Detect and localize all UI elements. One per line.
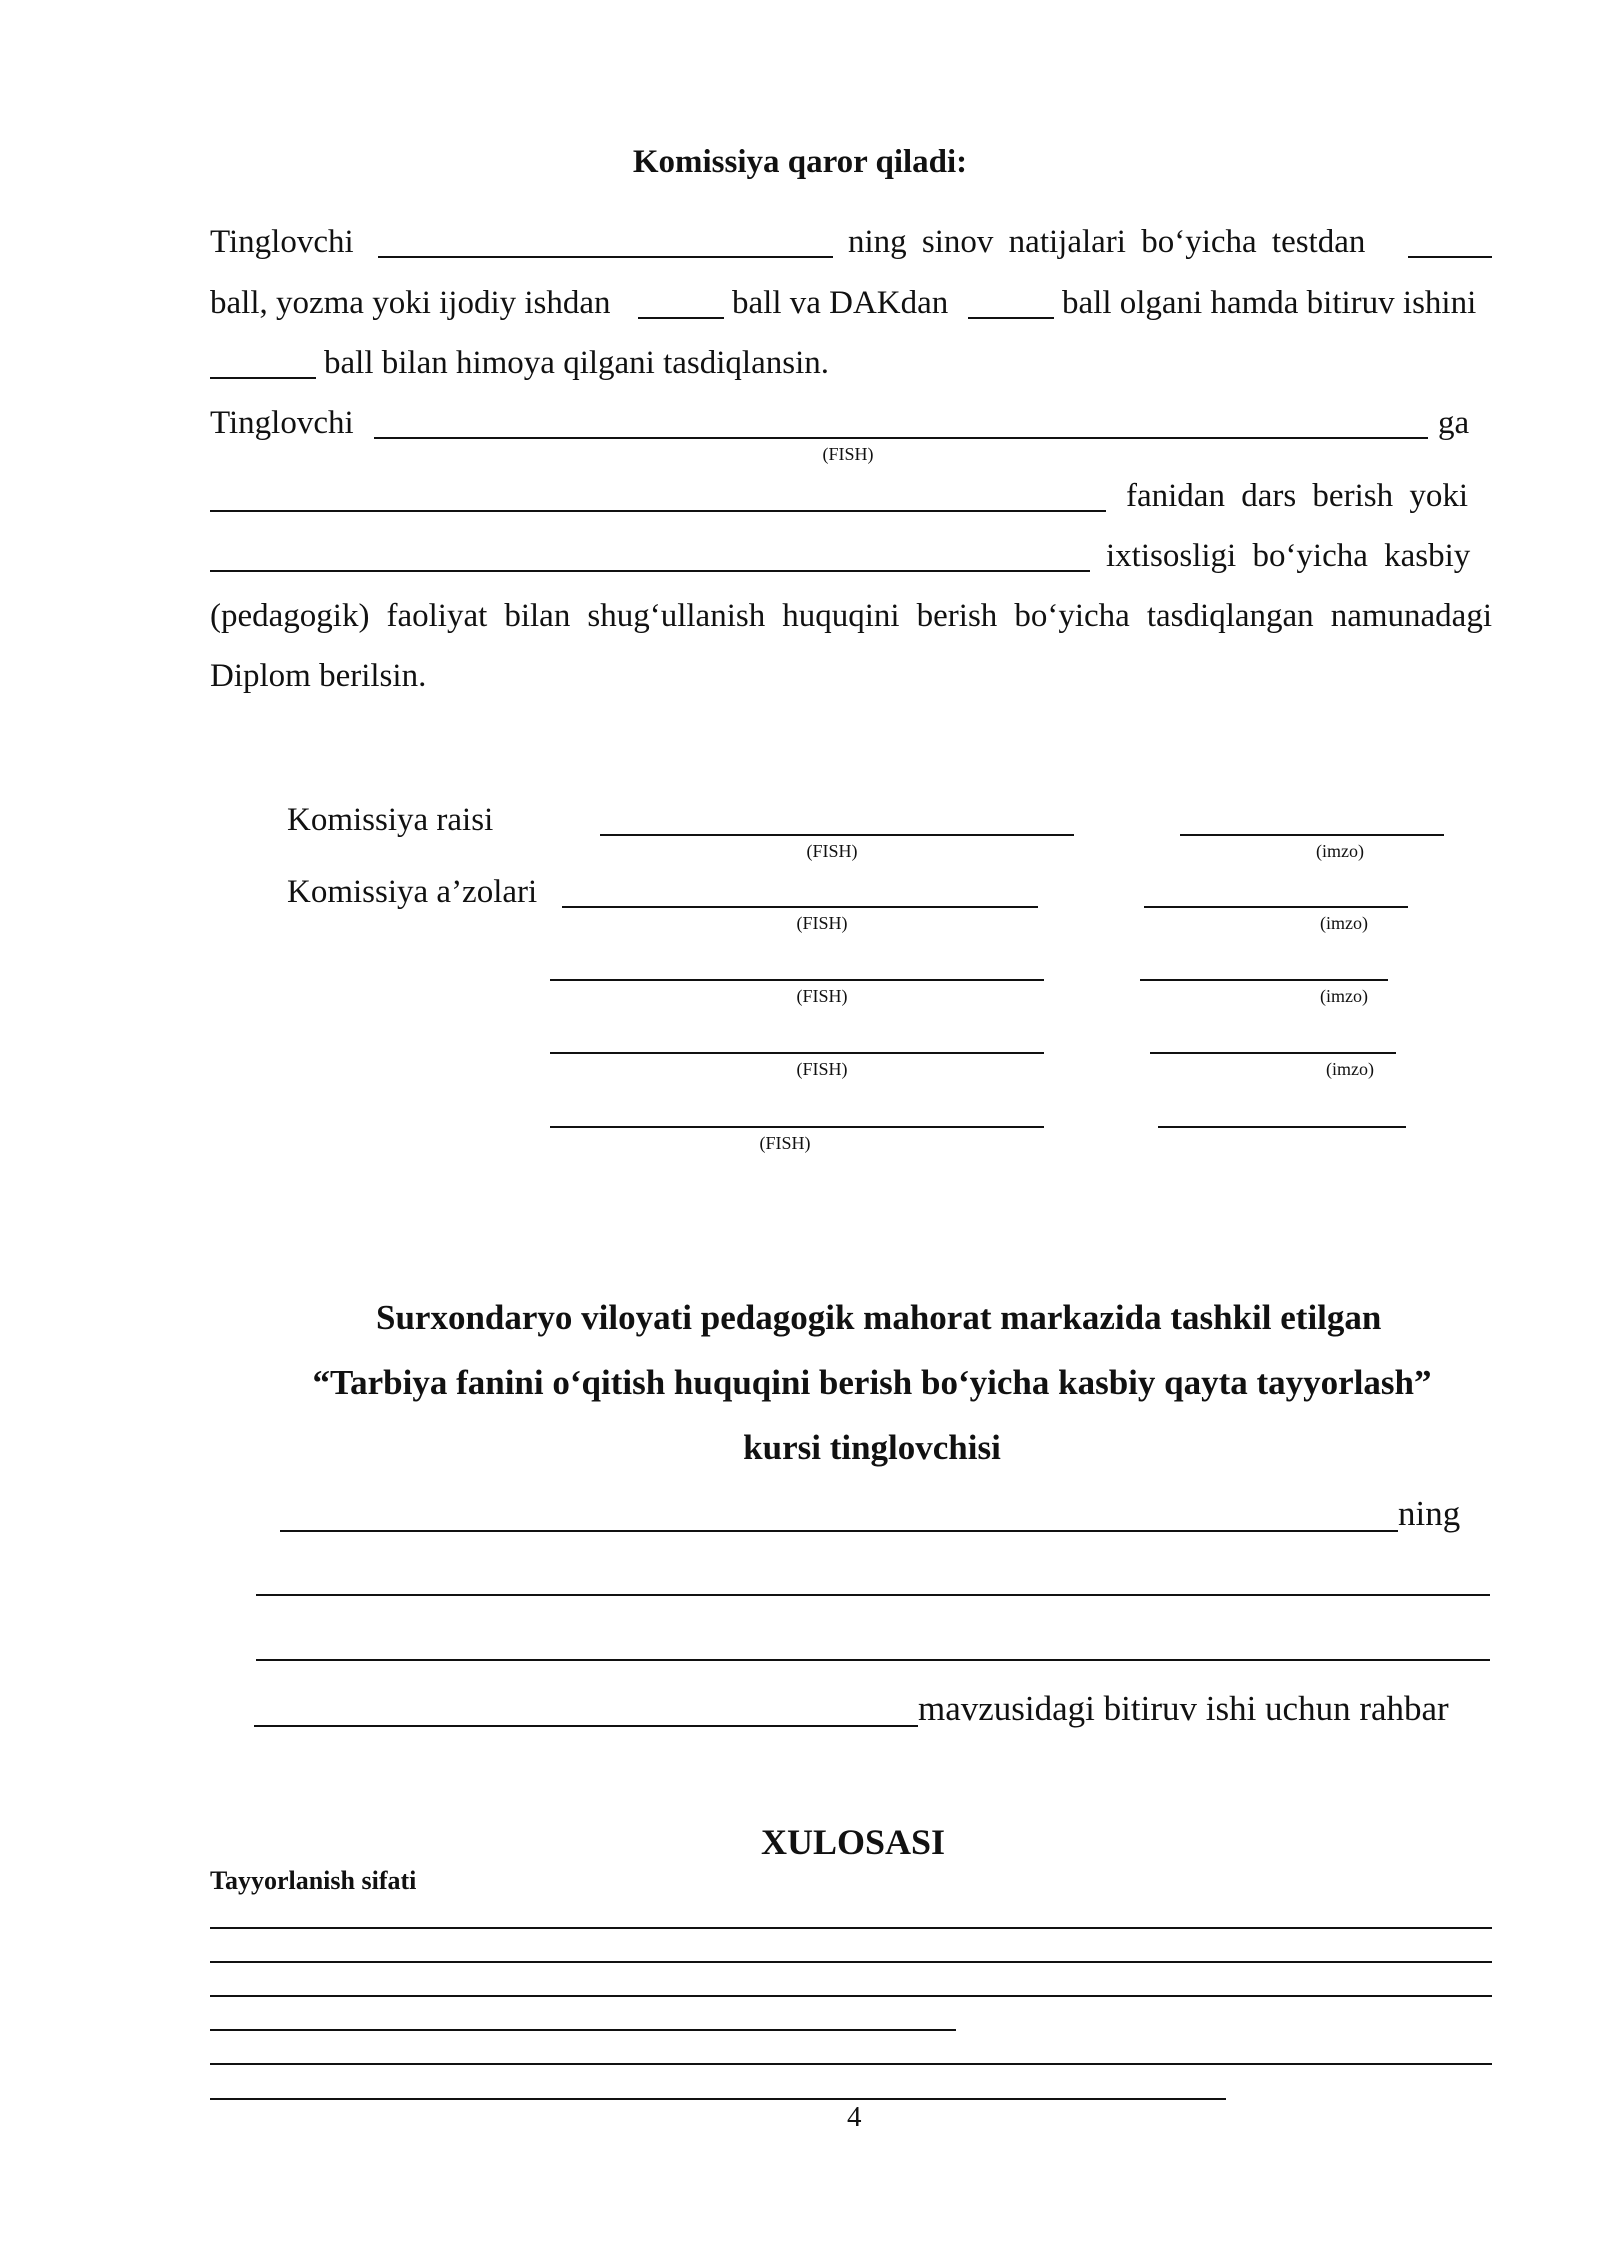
member1-fish-line bbox=[562, 906, 1038, 908]
test-score-blank bbox=[1408, 256, 1492, 258]
conclusion-title: XULOSASI bbox=[760, 1822, 946, 1862]
review-heading-3: kursi tinglovchisi bbox=[743, 1428, 1001, 1467]
quality-line-2 bbox=[210, 1961, 1492, 1963]
topic-line-1 bbox=[256, 1594, 1490, 1596]
member2-fish-line bbox=[550, 979, 1044, 981]
chair-label: Komissiya raisi bbox=[287, 802, 494, 838]
member4-signature-line bbox=[1158, 1126, 1406, 1128]
dak-text: ball va DAKdan bbox=[732, 285, 949, 321]
member4-fish-line bbox=[550, 1126, 1044, 1128]
dak-score-blank bbox=[968, 317, 1054, 319]
member3-fish-line bbox=[550, 1052, 1044, 1054]
chair-fish-line bbox=[600, 834, 1074, 836]
chair-signature-line bbox=[1180, 834, 1444, 836]
test-results-text: ning sinov natijalari bo‘yicha testdan bbox=[848, 224, 1366, 260]
member1-imzo-caption: (imzo) bbox=[1320, 913, 1368, 933]
written-work-text: ball, yozma yoki ijodiy ishdan bbox=[210, 285, 611, 321]
member4-fish-caption: (FISH) bbox=[759, 1133, 811, 1153]
member3-fish-caption: (FISH) bbox=[796, 1059, 848, 1079]
trainee-name-line bbox=[280, 1530, 1398, 1532]
subject-text: fanidan dars berish yoki bbox=[1126, 478, 1468, 514]
member1-signature-line bbox=[1144, 906, 1408, 908]
review-heading-2: “Tarbiya fanini o‘qitish huquqini berish bo‘yicha kasbiy qayta tayyorlash” bbox=[312, 1363, 1432, 1402]
final-work-text: ball olgani hamda bitiruv ishini bbox=[1062, 285, 1477, 321]
quality-line-4 bbox=[210, 2029, 956, 2031]
chair-fish-caption: (FISH) bbox=[806, 841, 858, 861]
specialty-blank bbox=[210, 570, 1090, 572]
topic-line-3 bbox=[254, 1725, 918, 1727]
member3-imzo-caption: (imzo) bbox=[1326, 1059, 1374, 1079]
quality-line-3 bbox=[210, 1995, 1492, 1997]
member2-signature-line bbox=[1140, 979, 1388, 981]
member1-fish-caption: (FISH) bbox=[796, 913, 848, 933]
decision-title: Komissiya qaror qiladi: bbox=[632, 144, 968, 180]
ning-text: ning bbox=[1398, 1494, 1461, 1533]
quality-line-1 bbox=[210, 1927, 1492, 1929]
pedagogical-activity-text: (pedagogik) faoliyat bilan shug‘ullanish huquqini berish bo‘yicha tasdiqlangan namunadagi bbox=[210, 598, 1492, 634]
fish-caption: (FISH) bbox=[822, 444, 874, 464]
member3-signature-line bbox=[1150, 1052, 1396, 1054]
defense-text: ball bilan himoya qilgani tasdiqlansin. bbox=[324, 345, 830, 381]
quality-line-5 bbox=[210, 2063, 1492, 2065]
specialty-text: ixtisosligi bo‘yicha kasbiy bbox=[1106, 538, 1471, 574]
page-number: 4 bbox=[847, 2101, 862, 2133]
trainee-name-blank bbox=[378, 256, 833, 258]
member2-imzo-caption: (imzo) bbox=[1320, 986, 1368, 1006]
topic-suffix-text: mavzusidagi bitiruv ishi uchun rahbar bbox=[918, 1689, 1449, 1728]
topic-line-2 bbox=[256, 1659, 1490, 1661]
subject-blank bbox=[210, 510, 1106, 512]
members-label: Komissiya a’zolari bbox=[287, 874, 538, 910]
written-score-blank bbox=[638, 317, 724, 319]
ga-text: ga bbox=[1438, 405, 1470, 441]
member2-fish-caption: (FISH) bbox=[796, 986, 848, 1006]
trainee-label-2: Tinglovchi bbox=[210, 405, 354, 441]
diploma-text: Diplom berilsin. bbox=[210, 658, 427, 694]
quality-line-6 bbox=[210, 2098, 1226, 2100]
trainee-label: Tinglovchi bbox=[210, 224, 354, 260]
defense-score-blank bbox=[210, 377, 316, 379]
trainee-fish-blank bbox=[374, 437, 1428, 439]
chair-imzo-caption: (imzo) bbox=[1316, 841, 1364, 861]
review-heading-1: Surxondaryo viloyati pedagogik mahorat markazida tashkil etilgan bbox=[376, 1298, 1382, 1337]
quality-label: Tayyorlanish sifati bbox=[210, 1866, 417, 1895]
